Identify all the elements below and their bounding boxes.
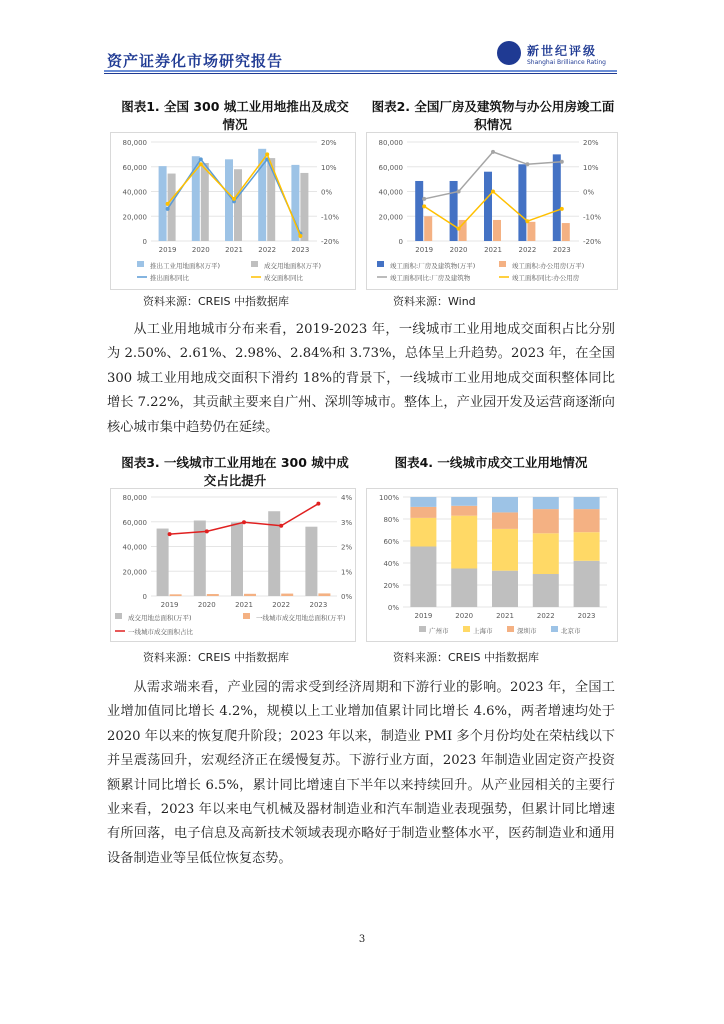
y2-tick-label: -10% <box>321 213 340 222</box>
y-tick-label: 80,000 <box>378 139 403 147</box>
figure-4-source: 资料来源：CREIS 中指数据库 <box>393 651 539 664</box>
bar-2 <box>234 169 242 241</box>
line-point <box>205 529 209 533</box>
legend-swatch <box>243 613 250 619</box>
x-tick-label: 2021 <box>484 246 502 254</box>
stacked-bar-2 <box>492 529 518 571</box>
y2-tick-label: 1% <box>341 568 353 577</box>
bar-1 <box>305 527 317 596</box>
legend-label: 成交用地面积(万平) <box>264 262 322 270</box>
x-tick-label: 2022 <box>536 612 555 620</box>
bar-2 <box>562 223 570 241</box>
bar-2 <box>244 594 256 596</box>
x-tick-label: 2020 <box>191 246 210 254</box>
legend-label: 推出面积同比 <box>150 274 189 282</box>
stacked-bar-2 <box>410 518 436 547</box>
y2-tick-label: -20% <box>583 238 602 246</box>
bar-2 <box>493 220 501 241</box>
bar-2 <box>318 593 330 596</box>
x-tick-label: 2023 <box>577 612 596 620</box>
header-divider-thin <box>104 73 617 74</box>
x-tick-label: 2023 <box>309 601 328 609</box>
figure-4-title: 图表4. 一线城市成交工业用地情况 <box>394 455 588 470</box>
line-point <box>491 190 495 194</box>
bar-2 <box>170 594 182 596</box>
legend-label: 竣工面积同比:办公用房 <box>512 274 580 282</box>
line-point <box>560 207 564 211</box>
y-tick-label: 40% <box>383 560 399 568</box>
x-tick-label: 2023 <box>291 246 310 254</box>
x-tick-label: 2021 <box>496 612 514 620</box>
line-point <box>560 160 564 164</box>
y-tick-label: 60,000 <box>122 163 147 172</box>
x-tick-label: 2023 <box>552 246 571 254</box>
stacked-bar-2 <box>574 532 600 561</box>
x-tick-label: 2019 <box>415 246 434 254</box>
bar-1 <box>225 159 233 241</box>
y2-tick-label: -10% <box>583 213 602 222</box>
legend-label: 深圳市 <box>517 627 537 635</box>
stacked-bar-3 <box>533 509 559 533</box>
y2-tick-label: 10% <box>583 163 599 172</box>
legend-label: 一线城市成交用地总面积(万平) <box>256 614 346 622</box>
figure-4-chart-frame <box>366 488 618 642</box>
y2-tick-label: 2% <box>341 543 353 552</box>
page-number: 3 <box>358 934 366 945</box>
figure-1-chart <box>111 133 355 289</box>
x-tick-label: 2022 <box>258 246 277 254</box>
y-tick-label: 40,000 <box>122 188 147 197</box>
legend-label: 成交面积同比 <box>264 274 303 282</box>
y-tick-label: 0 <box>398 238 403 246</box>
y2-tick-label: 4% <box>341 494 353 502</box>
legend-swatch <box>115 613 122 619</box>
header-divider <box>104 70 617 72</box>
bar-1 <box>159 166 167 241</box>
y2-tick-label: 20% <box>321 139 337 147</box>
figure-2-chart-frame <box>366 132 618 290</box>
line-point <box>166 207 170 211</box>
bar-2 <box>300 173 308 241</box>
y-tick-label: 20,000 <box>122 568 147 577</box>
x-tick-label: 2022 <box>272 601 291 609</box>
legend-swatch <box>137 261 144 267</box>
series-line-1 <box>170 504 319 534</box>
figure-3-chart-frame <box>110 488 356 642</box>
bar-1 <box>518 164 526 241</box>
logo-chinese-text: 新世纪评级 <box>527 44 598 58</box>
legend-label: 一线城市成交面积占比 <box>128 628 193 636</box>
y2-tick-label: 10% <box>321 163 337 172</box>
bar-1 <box>231 522 243 596</box>
stacked-bar-4 <box>574 497 600 509</box>
stacked-bar-3 <box>410 507 436 518</box>
bar-2 <box>281 594 293 596</box>
stacked-bar-4 <box>410 497 436 507</box>
x-tick-label: 2020 <box>449 246 468 254</box>
line-point <box>265 152 269 156</box>
legend-label: 广州市 <box>429 627 449 635</box>
y-tick-label: 80% <box>383 516 399 524</box>
line-point <box>316 502 320 506</box>
bar-1 <box>157 529 169 596</box>
line-point <box>422 204 426 208</box>
line-point <box>199 162 203 166</box>
y-tick-label: 20,000 <box>378 213 403 222</box>
y-tick-label: 100% <box>378 494 399 502</box>
line-point <box>491 150 495 154</box>
line-point <box>168 532 172 536</box>
figure-2-chart <box>367 133 617 289</box>
stacked-bar-3 <box>574 509 600 532</box>
legend-swatch <box>507 626 514 632</box>
x-tick-label: 2019 <box>160 601 179 609</box>
figure-1-chart-frame <box>110 132 356 290</box>
x-tick-label: 2020 <box>197 601 216 609</box>
legend-swatch <box>551 626 558 632</box>
y2-tick-label: 3% <box>341 518 353 527</box>
stacked-bar-2 <box>533 533 559 574</box>
y2-tick-label: 0% <box>341 593 353 601</box>
line-point <box>298 234 302 238</box>
legend-swatch <box>499 261 506 267</box>
legend-swatch <box>377 261 384 267</box>
y2-tick-label: -20% <box>321 238 340 246</box>
stacked-bar-2 <box>451 516 477 569</box>
x-tick-label: 2022 <box>518 246 537 254</box>
figure-2-source: 资料来源：Wind <box>393 295 476 308</box>
x-tick-label: 2020 <box>455 612 474 620</box>
figure-2-title: 图表2. 全国厂房及建筑物与办公用房竣工面积情况 <box>371 99 615 132</box>
stacked-bar-1 <box>451 569 477 608</box>
line-point <box>422 197 426 201</box>
stacked-bar-1 <box>492 571 518 607</box>
bar-2 <box>207 594 219 596</box>
legend-label: 北京市 <box>561 627 581 635</box>
bar-1 <box>450 181 458 241</box>
x-tick-label: 2019 <box>414 612 433 620</box>
stacked-bar-1 <box>574 561 600 607</box>
body-paragraph-1: 从工业用地城市分布来看，2019-2023 年，一线城市工业用地成交面积占比分别为 2.50%、2.61%、2.98%、2.84%和 3.73%，总体呈上升趋势。2023 年，在全国 300 城工业用地成交面积下滑约 18%的背景下，一线城市工业用地成交面积整体同比增长 7.22%，其贡献主要来自广州、深圳等城市。整体上，产业园开发及运营商逐渐向核心城市集中趋势仍在延续。 <box>107 322 615 435</box>
stacked-bar-3 <box>492 512 518 529</box>
line-point <box>232 197 236 201</box>
bar-1 <box>484 172 492 241</box>
report-title: 资产证券化市场研究报告 <box>107 52 284 70</box>
legend-swatch <box>463 626 470 632</box>
figure-1-title: 图表1. 全国 300 城工业用地推出及成交情况 <box>121 99 349 132</box>
y-tick-label: 40,000 <box>378 188 403 197</box>
y-tick-label: 0 <box>142 593 147 601</box>
x-tick-label: 2019 <box>158 246 177 254</box>
stacked-bar-4 <box>451 497 477 506</box>
y2-tick-label: 0% <box>583 188 595 197</box>
y-tick-label: 40,000 <box>122 543 147 552</box>
logo-english-text: Shanghai Brilliance Rating <box>527 59 606 66</box>
legend-label: 竣工面积:厂房及建筑物(万平) <box>390 262 476 270</box>
y-tick-label: 20% <box>383 582 399 590</box>
figure-1-source: 资料来源：CREIS 中指数据库 <box>143 295 289 308</box>
bar-2 <box>424 216 432 241</box>
bar-2 <box>459 220 467 241</box>
line-point <box>457 190 461 194</box>
x-tick-label: 2021 <box>235 601 253 609</box>
y-tick-label: 60,000 <box>378 163 403 172</box>
legend-label: 成交用地总面积(万平) <box>128 614 192 622</box>
legend-swatch <box>251 261 258 267</box>
line-point <box>199 157 203 161</box>
line-point <box>279 524 283 528</box>
line-point <box>525 162 529 166</box>
y-tick-label: 60% <box>383 538 399 546</box>
legend-label: 推出工业用地面积(万平) <box>150 262 221 270</box>
y2-tick-label: 20% <box>583 139 599 147</box>
legend-swatch <box>419 626 426 632</box>
line-point <box>457 227 461 231</box>
stacked-bar-4 <box>492 497 518 512</box>
y-tick-label: 80,000 <box>122 139 147 147</box>
stacked-bar-3 <box>451 506 477 516</box>
figure-3-chart <box>111 489 355 641</box>
y-tick-label: 60,000 <box>122 518 147 527</box>
y-tick-label: 80,000 <box>122 494 147 502</box>
bar-1 <box>192 156 200 241</box>
legend-label: 竣工面积:办公用房(万平) <box>512 262 585 270</box>
company-logo-icon <box>497 41 521 65</box>
figure-3-title: 图表3. 一线城市工业用地在 300 城中成交占比提升 <box>121 455 349 488</box>
y2-tick-label: 0% <box>321 188 333 197</box>
legend-label: 上海市 <box>473 627 493 635</box>
line-point <box>242 520 246 524</box>
y-tick-label: 0% <box>387 604 399 612</box>
bar-1 <box>553 154 561 241</box>
line-point <box>166 202 170 206</box>
body-paragraph-2: 从需求端来看，产业园的需求受到经济周期和下游行业的影响。2023 年，全国工业增加值同比增长 4.2%，规模以上工业增加值累计同比增长 4.6%，两者增速均处于 2020 年以来的恢复爬升阶段；2023 年以来，制造业 PMI 多个月份均处在荣枯线以下并呈震荡回升，宏观经济正在缓慢复苏。下游行业方面，2023 年制造业固定资产投资额累计同比增长 6.5%，累计同比增速自下半年以来持续回升。从产业园相关的主要行业来看，2023 年以来电气机械及器材制造业和汽车制造业表现强势，但累计同比增速有所回落，电子信息及高新技术领域表现亦略好于制造业整体水平，医药制造业和通用设备制造业等呈低位恢复态势。 <box>107 680 615 866</box>
bar-2 <box>527 222 535 241</box>
line-point <box>525 219 529 223</box>
y-tick-label: 0 <box>142 238 147 246</box>
stacked-bar-1 <box>410 547 436 608</box>
figure-4-chart <box>367 489 617 641</box>
legend-label: 竣工面积同比:厂房及建筑物 <box>390 274 471 282</box>
bar-2 <box>201 163 209 241</box>
figure-3-source: 资料来源：CREIS 中指数据库 <box>143 651 289 664</box>
y-tick-label: 20,000 <box>122 213 147 222</box>
x-tick-label: 2021 <box>225 246 243 254</box>
bar-1 <box>415 181 423 241</box>
stacked-bar-1 <box>533 574 559 607</box>
stacked-bar-4 <box>533 497 559 509</box>
